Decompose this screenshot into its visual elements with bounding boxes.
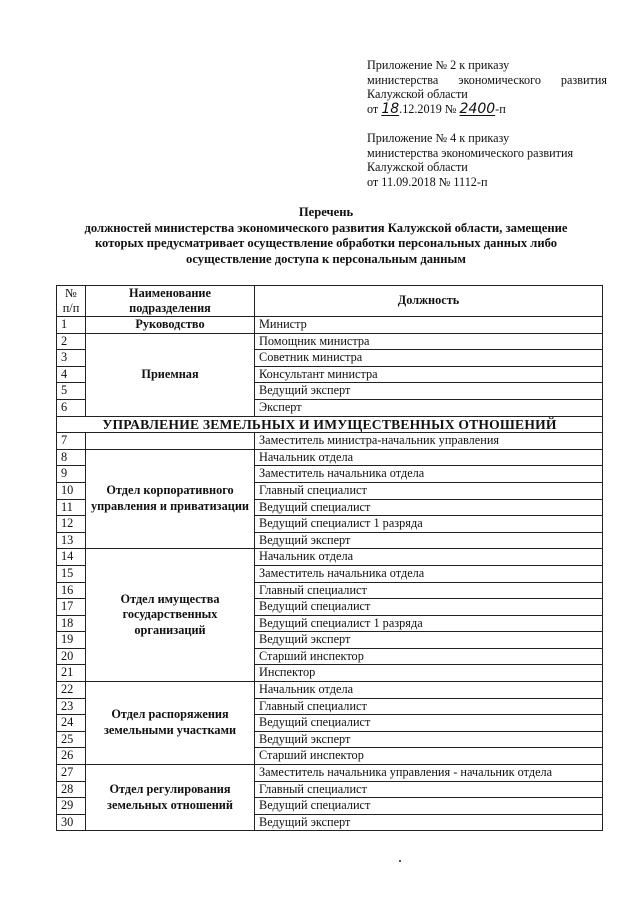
table-row: 26 Старший инспектор bbox=[57, 748, 603, 765]
table-row: 30 Ведущий эксперт bbox=[57, 814, 603, 831]
table-row: 3 Советник министра bbox=[57, 350, 603, 367]
handwritten-number: 2400 bbox=[459, 100, 496, 117]
table-row: 1 Руководство Министр bbox=[57, 317, 603, 334]
annex-1-line-3: Калужской области bbox=[367, 87, 468, 102]
header-unit: Наименование подразделения bbox=[86, 286, 255, 317]
scan-speck bbox=[399, 860, 401, 862]
table-row: 14 Отдел имущества государственных организаций Начальник отдела bbox=[57, 549, 603, 566]
table-header-row bbox=[57, 286, 603, 317]
table-row: 29 Ведущий специалист bbox=[57, 798, 603, 815]
annex-1 bbox=[367, 58, 607, 116]
annex-2-line-2: министерства экономического развития bbox=[367, 145, 574, 160]
annex-1-line-1: Приложение № 2 к приказу bbox=[367, 58, 510, 72]
annex-2 bbox=[367, 131, 607, 189]
unit-cell: Отдел имущества государственных организаций bbox=[86, 549, 255, 682]
section-title: УПРАВЛЕНИЕ ЗЕМЕЛЬНЫХ И ИМУЩЕСТВЕННЫХ ОТНОШЕНИЙ bbox=[57, 416, 603, 433]
table-row: 28 Главный специалист bbox=[57, 781, 603, 798]
table-row: 17 Ведущий специалист bbox=[57, 599, 603, 616]
table-row: 12 Ведущий специалист 1 разряда bbox=[57, 516, 603, 533]
title-heading: Перечень bbox=[298, 205, 354, 219]
table-row: 9 Заместитель начальника отдела bbox=[57, 466, 603, 483]
table-row: 6 Эксперт bbox=[57, 399, 603, 416]
title-line-3: осуществление доступа к персональным данным bbox=[186, 251, 466, 266]
handwritten-day: 18 bbox=[381, 100, 400, 117]
unit-cell: Отдел корпоративного управления и приватизации bbox=[86, 449, 255, 549]
positions-table bbox=[56, 285, 603, 831]
unit-cell: Приемная bbox=[86, 333, 255, 416]
unit-cell bbox=[86, 433, 255, 450]
table-row: 11 Ведущий специалист bbox=[57, 499, 603, 516]
table-row: 5 Ведущий эксперт bbox=[57, 383, 603, 400]
table-row: 21 Инспектор bbox=[57, 665, 603, 682]
table-row: 16 Главный специалист bbox=[57, 582, 603, 599]
table-row: 20 Старший инспектор bbox=[57, 648, 603, 665]
unit-cell: Руководство bbox=[86, 317, 255, 334]
title-line-1: должностей министерства экономического развития Калужской области, замещение bbox=[84, 220, 568, 235]
annex-2-line-1: Приложение № 4 к приказу bbox=[367, 131, 510, 145]
document-title bbox=[50, 205, 602, 267]
table-row: 7 Заместитель министра-начальник управления bbox=[57, 433, 603, 450]
table-row: 25 Ведущий эксперт bbox=[57, 731, 603, 748]
unit-cell: Отдел регулирования земельных отношений bbox=[86, 765, 255, 831]
table-row: 27 Отдел регулирования земельных отношений Заместитель начальника управления - начальник отдела bbox=[57, 765, 603, 782]
header-position: Должность bbox=[255, 286, 603, 317]
table-row: 13 Ведущий эксперт bbox=[57, 532, 603, 549]
annex-1-line-2: министерства экономического развития bbox=[367, 72, 607, 87]
section-row bbox=[57, 416, 603, 433]
table-row: 15 Заместитель начальника отдела bbox=[57, 565, 603, 582]
title-line-2: которых предусматривает осуществление обработки персональных данных либо bbox=[94, 236, 558, 251]
table-row: 23 Главный специалист bbox=[57, 698, 603, 715]
table-row: 8 Отдел корпоративного управления и приватизации Начальник отдела bbox=[57, 449, 603, 466]
table-row: 18 Ведущий специалист 1 разряда bbox=[57, 615, 603, 632]
unit-cell: Отдел распоряжения земельными участками bbox=[86, 682, 255, 765]
table-row: 19 Ведущий эксперт bbox=[57, 632, 603, 649]
table-row: 4 Консультант министра bbox=[57, 366, 603, 383]
annex-2-line-4: от 11.09.2018 № 1112-п bbox=[367, 174, 488, 189]
annex-1-date-line: от 18.12.2019 № 2400-п bbox=[367, 100, 506, 117]
table-body bbox=[57, 317, 603, 831]
table-row: 22 Отдел распоряжения земельными участками Начальник отдела bbox=[57, 682, 603, 699]
header-number: № п/п bbox=[57, 286, 86, 317]
table-row: 10 Главный специалист bbox=[57, 482, 603, 499]
annex-2-line-3: Калужской области bbox=[367, 160, 468, 175]
table-row: 2 Приемная Помощник министра bbox=[57, 333, 603, 350]
table-row: 24 Ведущий специалист bbox=[57, 715, 603, 732]
